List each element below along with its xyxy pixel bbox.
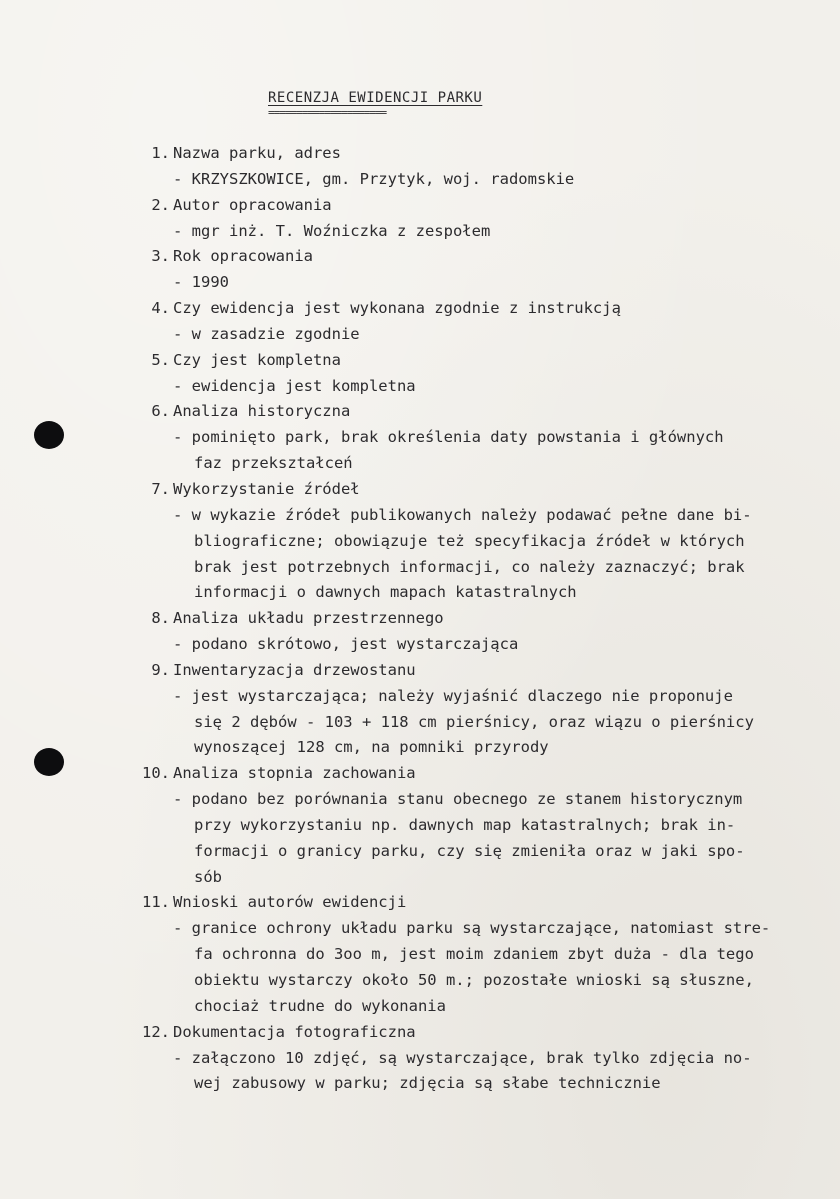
item-answer-continuation: wej zabusowy w parku; zdjęcia są słabe technicznie [194, 1074, 661, 1093]
punch-hole-bottom [34, 748, 64, 776]
list-item-heading [130, 477, 830, 503]
list-item-answer-line [130, 503, 830, 529]
list-item-answer-line [130, 374, 830, 400]
item-answer-continuation: fa ochronna do 3oo m, jest moim zdaniem zbyt duża - dla tego [194, 945, 754, 964]
item-answer-continuation: faz przekształceń [194, 454, 353, 473]
item-number: 11. [142, 893, 170, 912]
item-number: 7. [151, 479, 170, 498]
item-answer: - w wykazie źródeł publikowanych należy podawać pełne dane bi- [173, 505, 752, 524]
list-item-heading [130, 399, 830, 425]
item-heading: Czy jest kompletna [173, 350, 341, 369]
item-answer: - pominięto park, brak określenia daty powstania i głównych [173, 428, 724, 447]
list-item-answer-line [130, 813, 830, 839]
list-item-answer-line [130, 529, 830, 555]
list-item-answer-line [130, 322, 830, 348]
item-answer: - załączono 10 zdjęć, są wystarczające, brak tylko zdjęcia no- [173, 1048, 752, 1067]
item-answer: - podano skrótowo, jest wystarczająca [173, 635, 519, 654]
list-item-answer-line [130, 710, 830, 736]
item-number: 4. [151, 299, 170, 318]
item-answer: - podano bez porównania stanu obecnego ze stanem historycznym [173, 790, 743, 809]
item-number: 6. [151, 402, 170, 421]
item-heading: Nazwa parku, adres [173, 144, 341, 162]
item-answer: - w zasadzie zgodnie [173, 324, 360, 343]
list-item-answer-line [130, 839, 830, 865]
item-answer-continuation: informacji o dawnych mapach katastralnych [194, 583, 577, 602]
list-item-answer-line [130, 451, 830, 477]
item-answer: - jest wystarczająca; należy wyjaśnić dlaczego nie proponuje [173, 686, 733, 705]
item-heading: Rok opracowania [173, 247, 313, 266]
item-number: 5. [151, 350, 170, 369]
list-item-answer-line [130, 632, 830, 658]
item-heading: Analiza historyczna [173, 402, 351, 421]
item-answer-continuation: sób [194, 867, 222, 886]
list-item-answer-line [130, 1071, 830, 1097]
item-answer: - mgr inż. T. Woźniczka z zespołem [173, 221, 491, 240]
list-item-answer-line [130, 787, 830, 813]
item-answer-continuation: wynoszącej 128 cm, na pomniki przyrody [194, 738, 549, 757]
item-heading: Inwentaryzacja drzewostanu [173, 660, 416, 679]
list-item-heading [130, 141, 830, 167]
list-item-heading [130, 1020, 830, 1046]
list-item-answer-line [130, 167, 830, 193]
item-number: 1. [151, 144, 170, 162]
list-item-heading [130, 348, 830, 374]
list-item-answer-line [130, 735, 830, 761]
item-heading: Wnioski autorów ewidencji [173, 893, 407, 912]
list-item-answer-line [130, 219, 830, 245]
list-item-heading [130, 244, 830, 270]
item-answer-continuation: formacji o granicy parku, czy się zmieniła oraz w jaki spo- [194, 841, 745, 860]
item-number: 8. [151, 609, 170, 628]
item-heading: Autor opracowania [173, 195, 332, 214]
item-answer-continuation: bliograficzne; obowiązuje też specyfikacja źródeł w których [194, 531, 745, 550]
list-item-heading [130, 890, 830, 916]
list-item-heading [130, 761, 830, 787]
list-item-heading [130, 296, 830, 322]
item-number: 10. [142, 764, 170, 783]
list-item-heading [130, 658, 830, 684]
review-items-list [130, 141, 830, 1097]
item-answer: - KRZYSZKOWICE, gm. Przytyk, woj. radomskie [173, 169, 575, 188]
item-heading: Czy ewidencja jest wykonana zgodnie z instrukcją [173, 299, 621, 318]
list-item-answer-line [130, 580, 830, 606]
list-item-heading [130, 606, 830, 632]
item-answer: - 1990 [173, 273, 229, 292]
item-number: 2. [151, 195, 170, 214]
item-number: 12. [142, 1022, 170, 1041]
item-answer-continuation: się 2 dębów - 103 + 118 cm pierśnicy, oraz wiązu o pierśnicy [194, 712, 754, 731]
list-item-answer-line [130, 865, 830, 891]
list-item-answer-line [130, 942, 830, 968]
item-number: 9. [151, 660, 170, 679]
item-answer: - granice ochrony układu parku są wystarczające, natomiast stre- [173, 919, 771, 938]
item-number: 3. [151, 247, 170, 266]
punch-hole-top [34, 421, 64, 449]
item-answer-continuation: chociaż trudne do wykonania [194, 996, 446, 1015]
list-item-answer-line [130, 994, 830, 1020]
item-heading: Analiza układu przestrzennego [173, 609, 444, 628]
item-heading: Analiza stopnia zachowania [173, 764, 416, 783]
list-item-answer-line [130, 425, 830, 451]
list-item-answer-line [130, 968, 830, 994]
item-answer-continuation: obiektu wystarczy około 50 m.; pozostałe wnioski są słuszne, [194, 971, 754, 989]
item-answer-continuation: przy wykorzystaniu np. dawnych map katastralnych; brak in- [194, 815, 736, 834]
list-item-heading [130, 193, 830, 219]
list-item-answer-line [130, 1046, 830, 1072]
page-title: RECENZJA EWIDENCJI PARKU [268, 90, 483, 106]
item-answer-continuation: brak jest potrzebnych informacji, co należy zaznaczyć; brak [194, 557, 745, 576]
title-block [268, 90, 528, 119]
list-item-answer-line [130, 916, 830, 942]
list-item-answer-line [130, 555, 830, 581]
item-answer: - ewidencja jest kompletna [173, 376, 416, 395]
list-item-answer-line [130, 684, 830, 710]
title-double-rule: ===================== [268, 107, 387, 119]
item-heading: Dokumentacja fotograficzna [173, 1022, 416, 1041]
item-heading: Wykorzystanie źródeł [173, 479, 360, 498]
list-item-answer-line [130, 270, 830, 296]
